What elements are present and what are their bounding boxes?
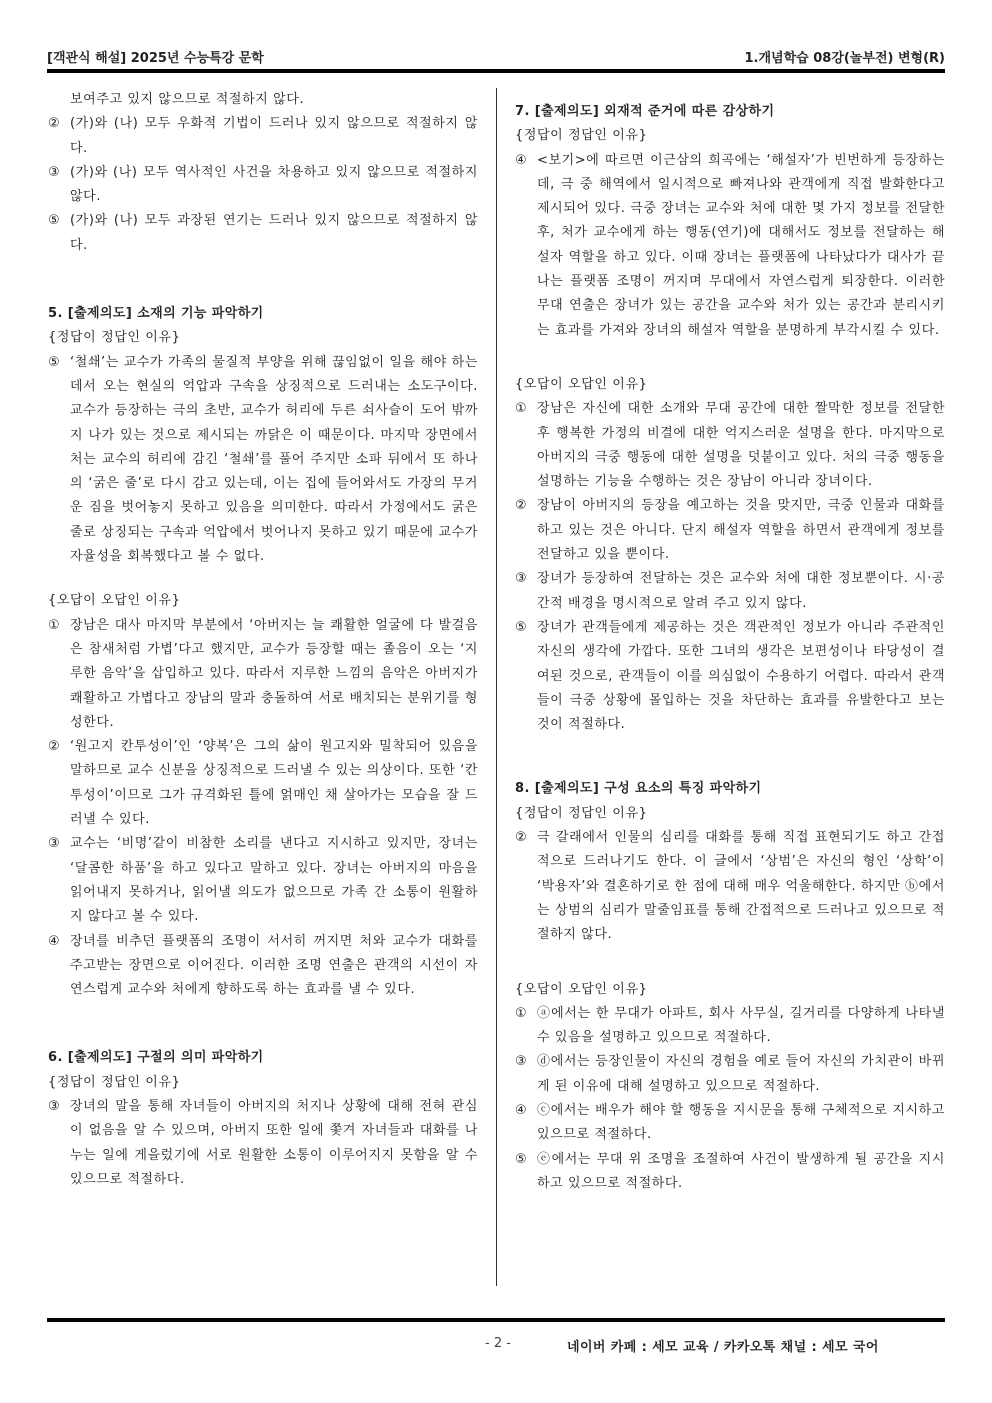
- item-text: 장녀의 말을 통해 자녀들이 아버지의 처지나 상황에 대해 전혀 관심이 없음을 알 수 있으며, 아버지 또한 일에 쫓겨 자녀들과 대화를 나누는 일에 게을렀기에 서로 원활한 소통이 이루어지지 못함을 알 수 있으므로 적절하다.: [70, 1098, 478, 1187]
- q6-title: 6. [출제의도] 구절의 의미 파악하기: [48, 1050, 264, 1066]
- prev-answer-continuation: 보여주고 있지 않으므로 적절하지 않다.: [70, 92, 305, 107]
- header-lesson: 1.개념학습 08강(놀부전) 변형(R): [744, 51, 945, 66]
- prev-wrong-item: [48, 112, 478, 161]
- item-text: (가)와 (나) 모두 과장된 연기는 드러나 있지 않으므로 적절하지 않다.: [70, 213, 478, 253]
- item-number: ③: [48, 164, 61, 180]
- q7-correct-item: [515, 149, 945, 343]
- prev-wrong-item: [48, 161, 478, 210]
- q7-wrong-item: [515, 616, 945, 737]
- item-number: ②: [48, 116, 61, 132]
- item-text: <보기>에 따르면 이근삼의 희곡에는 ‘해설자’가 빈번하게 등장하는데, 극 중 해역에서 일시적으로 빠져나와 관객에게 직접 발화한다고 제시되어 있다. 극중 장녀는 교수와 처에 대한 몇 가지 정보를 전달한 후, 처가 교수에게 하는 행동(연기)에 대해서도 정보를 전달하는 해설자 역할을 하고 있다. 이때 장녀는 플랫폼에 나타났다가 대사가 끝나는 플랫폼 조명이 꺼지며 무대에서 자연스럽게 퇴장한다. 이러한 무대 연출은 장녀가 있는 공간을 교수와 처가 있는 공간과 분리시키는 효과를 가져와 장녀의 해설자 역할을 분명하게 부각시킬 수 있다.: [537, 152, 945, 338]
- q7-correct-label: {정답이 정답인 이유}: [515, 128, 648, 144]
- q7-title: 7. [출제의도] 외재적 준거에 따른 감상하기: [515, 104, 775, 119]
- item-text: 장남이 아버지의 등장을 예고하는 것을 맞지만, 극중 인물과 대화를 하고 있는 것은 아니다. 단지 해설자 역할을 하면서 관객에게 정보를 전달하고 있을 뿐이다.: [537, 498, 945, 563]
- q5-wrong-item: [48, 832, 478, 929]
- item-text: 장남은 자신에 대한 소개와 무대 공간에 대한 짤막한 정보를 전달한 후 행복한 가정의 비결에 대한 억지스러운 설명을 한다. 마지막으로 아버지의 극중 행동에 대한 설명을 덧붙이고 있다. 처의 극중 행동을 설명하는 기능을 수행하는 것은 장남이 아니라 장녀이다.: [537, 401, 945, 490]
- item-number: ⑤: [515, 1151, 528, 1167]
- q8-correct-item: [515, 826, 945, 947]
- q8-correct-label: {정답이 정답인 이유}: [515, 805, 648, 821]
- footer-rule: [47, 1318, 945, 1322]
- item-number: ④: [48, 933, 61, 949]
- q5-wrong-item: [48, 735, 478, 832]
- item-text: ⓓ에서는 등장인물이 자신의 경험을 예로 들어 자신의 가치관이 바뀌게 된 이유에 대해 설명하고 있으므로 적절하다.: [537, 1054, 945, 1094]
- item-number: ⑤: [515, 619, 528, 635]
- item-text: 극 갈래에서 인물의 심리를 대화를 통해 직접 표현되기도 하고 간접적으로 드러나기도 한다. 이 글에서 ‘상범’은 자신의 형인 ‘상학’이 ‘박용자’와 결혼하기로 한 점에 대해 매우 억울해한다. 하지만 ⓑ에서는 상범의 심리가 말줄임표를 통해 간접적으로 드러나고 있으므로 적절하지 않다.: [537, 830, 945, 943]
- item-text: 장남은 대사 마지막 부분에서 ‘아버지는 늘 쾌활한 얼굴에 다 발걸음은 참새처럼 가볍’다고 했지만, 교수가 등장할 때는 졸음이 오는 ‘지루한 음악’을 삽입하고 있다. 따라서 지루한 느낌의 음악은 아버지가 쾌활하고 가볍다고 장남의 말과 충돌하여 서로 배치되는 분위기를 형성한다.: [70, 617, 478, 730]
- header-rule: [47, 69, 945, 73]
- right-column: [515, 100, 945, 1196]
- q8-wrong-item: [515, 1099, 945, 1148]
- item-number: ③: [48, 836, 61, 852]
- item-number: ①: [515, 1005, 528, 1021]
- q5-wrong-item: [48, 614, 478, 735]
- q8-title: 8. [출제의도] 구성 요소의 특징 파악하기: [515, 781, 762, 797]
- q8-wrong-item: [515, 1050, 945, 1099]
- item-number: ③: [515, 1054, 528, 1070]
- q8-wrong-item: [515, 1002, 945, 1051]
- column-divider: [496, 88, 497, 1286]
- q7-wrong-item: [515, 567, 945, 616]
- item-number: ①: [515, 401, 528, 417]
- q7-wrong-label: {오답이 오답인 이유}: [515, 376, 648, 392]
- item-number: ③: [515, 571, 528, 587]
- item-text: ⓔ에서는 무대 위 조명을 조절하여 사건이 발생하게 될 공간을 지시하고 있으므로 적절하다.: [537, 1151, 945, 1191]
- item-text: 교수는 ‘비명’같이 비참한 소리를 낸다고 지시하고 있지만, 장녀는 ‘달콤한 하품’을 하고 있다고 말하고 있다. 장녀는 아버지의 마음을 읽어내지 못하거나, 읽어낼 의도가 없으므로 가족 간 소통이 원활하지 않다고 볼 수 있다.: [70, 836, 478, 925]
- q8-wrong-label: {오답이 오답인 이유}: [515, 981, 648, 997]
- left-column: [48, 88, 478, 1192]
- item-number: ⑤: [48, 354, 61, 370]
- item-number: ②: [515, 498, 528, 514]
- q5-correct-label: {정답이 정답인 이유}: [48, 330, 181, 346]
- item-number: ④: [515, 152, 528, 168]
- q5-wrong-item: [48, 930, 478, 1003]
- item-text: ‘철쇄’는 교수가 가족의 물질적 부양을 위해 끊임없이 일을 해야 하는 데서 오는 현실의 억압과 구속을 상징적으로 드러내는 소도구이다. 교수가 등장하는 극의 초반, 교수가 허리에 두른 쇠사슬이 도어 밖까지 나가 있는 것으로 제시되는 까닭은 이 때문이다. 마지막 장면에서 처는 교수의 허리에 감긴 ‘철쇄’를 풀어 주지만 소파 뒤에서 또 하나의 ‘굵은 줄’로 다시 감고 있는데, 이는 집에 들어와서도 가장의 무거운 짐을 벗어놓지 못하고 있음을 의미한다. 따라서 가정에서도 굵은 줄로 상징되는 구속과 억압에서 벗어나지 못하고 있기 때문에 교수가 자율성을 회복했다고 볼 수 없다.: [70, 354, 478, 565]
- item-number: ①: [48, 617, 61, 633]
- q5-wrong-label: {오답이 오답인 이유}: [48, 593, 181, 609]
- page-header: [47, 38, 945, 68]
- item-text: ‘원고지 칸투성이’인 ‘양복’은 그의 삶이 원고지와 밀착되어 있음을 말하므로 교수 신분을 상징적으로 드러낼 수 있는 의상이다. 또한 ‘칸투성이’이므로 그가 규격화된 틀에 얽매인 채 살아가는 모습을 잘 드러낼 수 있다.: [70, 739, 478, 828]
- item-number: ②: [48, 739, 61, 755]
- q5-correct-item: [48, 351, 478, 570]
- item-text: (가)와 (나) 모두 우화적 기법이 드러나 있지 않으므로 적절하지 않다.: [70, 116, 478, 156]
- header-title: [객관식 해설] 2025년 수능특강 문학: [47, 51, 264, 66]
- q7-wrong-item: [515, 397, 945, 494]
- item-text: ⓒ에서는 배우가 해야 할 행동을 지시문을 통해 구체적으로 지시하고 있으므로 적절하다.: [537, 1102, 945, 1143]
- q8-wrong-item: [515, 1148, 945, 1197]
- item-number: ②: [515, 830, 528, 846]
- item-text: 장녀가 관객들에게 제공하는 것은 객관적인 정보가 아니라 주관적인 자신의 생각에 가깝다. 또한 그녀의 생각은 보편성이나 타당성이 결여된 것으로, 관객들이 이를 의심없이 수용하기 어렵다. 따라서 관객들이 극중 상황에 몰입하는 것을 차단하는 효과를 유발한다고 보는 것이 적절하다.: [537, 619, 945, 733]
- item-text: 장녀를 비추던 플랫폼의 조명이 서서히 꺼지면 처와 교수가 대화를 주고받는 장면으로 이어진다. 이러한 조명 연출은 관객의 시선이 자연스럽게 교수와 처에게 향하도록 하는 효과를 낼 수 있다.: [70, 933, 478, 998]
- item-number: ⑤: [48, 213, 61, 229]
- prev-wrong-item: [48, 209, 478, 258]
- q6-correct-item: [48, 1095, 478, 1192]
- item-text: ⓐ에서는 한 무대가 아파트, 회사 사무실, 길거리를 다양하게 나타낼 수 있음을 설명하고 있으므로 적절하다.: [537, 1005, 945, 1046]
- q6-correct-label: {정답이 정답인 이유}: [48, 1074, 181, 1090]
- q5-title: 5. [출제의도] 소재의 기능 파악하기: [48, 306, 264, 322]
- item-number: ④: [515, 1102, 528, 1118]
- item-text: (가)와 (나) 모두 역사적인 사건을 차용하고 있지 않으므로 적절하지 않다.: [70, 164, 478, 205]
- page-number: - 2 -: [485, 1336, 511, 1351]
- item-text: 장녀가 등장하여 전달하는 것은 교수와 처에 대한 정보뿐이다. 시·공간적 배경을 명시적으로 알려 주고 있지 않다.: [537, 571, 945, 611]
- q7-wrong-item: [515, 494, 945, 567]
- item-number: ③: [48, 1098, 61, 1114]
- footer-channel-info: 네이버 카페 : 세모 교육 / 카카오톡 채널 : 세모 국어: [567, 1340, 879, 1355]
